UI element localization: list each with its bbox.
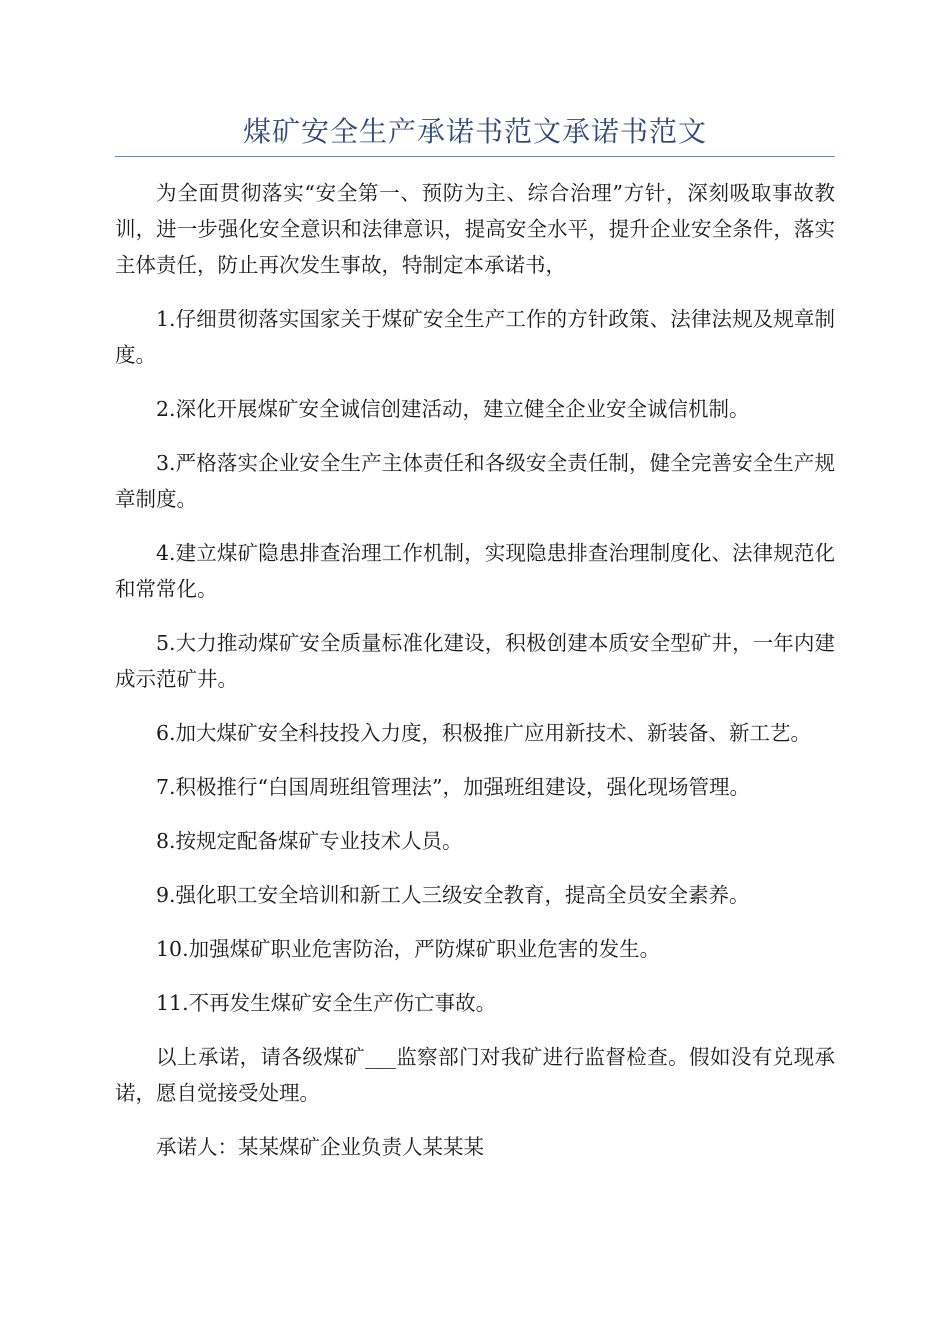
commitment-item-10: 10.加强煤矿职业危害防治，严防煤矿职业危害的发生。 xyxy=(156,937,661,961)
commitment-item-6: 6.加大煤矿安全科技投入力度，积极推广应用新技术、新装备、新工艺。 xyxy=(156,721,812,745)
document-title: 煤矿安全生产承诺书范文承诺书范文 xyxy=(115,110,835,157)
intro-paragraph: 为全面贯彻落实“安全第一、预防为主、综合治理”方针，深刻吸取事故教训，进一步强化安全意识和法律意识，提高安全水平，提升企业安全条件，落实主体责任，防止再次发生事故，特制定本承诺书， xyxy=(115,181,835,277)
commitment-item-8: 8.按规定配备煤矿专业技术人员。 xyxy=(156,829,463,853)
closing-paragraph: 以上承诺，请各级煤矿___监察部门对我矿进行监督检查。假如没有兑现承诺，愿自觉接受处理。 xyxy=(115,1045,835,1105)
commitment-item-4: 4.建立煤矿隐患排查治理工作机制，实现隐患排查治理制度化、法律规范化和常常化。 xyxy=(115,541,835,601)
commitment-item-2: 2.深化开展煤矿安全诚信创建活动，建立健全企业安全诚信机制。 xyxy=(156,397,750,421)
commitment-item-9: 9.强化职工安全培训和新工人三级安全教育，提高全员安全素养。 xyxy=(156,883,750,907)
signatory-line: 承诺人：某某煤矿企业负责人某某某 xyxy=(156,1135,484,1159)
document-page xyxy=(115,110,835,1183)
commitment-item-1: 1.仔细贯彻落实国家关于煤矿安全生产工作的方针政策、法律法规及规章制度。 xyxy=(115,307,835,367)
commitment-item-7: 7.积极推行“白国周班组管理法”，加强班组建设，强化现场管理。 xyxy=(156,775,751,799)
commitment-item-5: 5.大力推动煤矿安全质量标准化建设，积极创建本质安全型矿井，一年内建成示范矿井。 xyxy=(115,631,835,691)
commitment-item-3: 3.严格落实企业安全生产主体责任和各级安全责任制，健全完善安全生产规章制度。 xyxy=(115,451,835,511)
commitment-item-11: 11.不再发生煤矿安全生产伤亡事故。 xyxy=(156,991,497,1015)
